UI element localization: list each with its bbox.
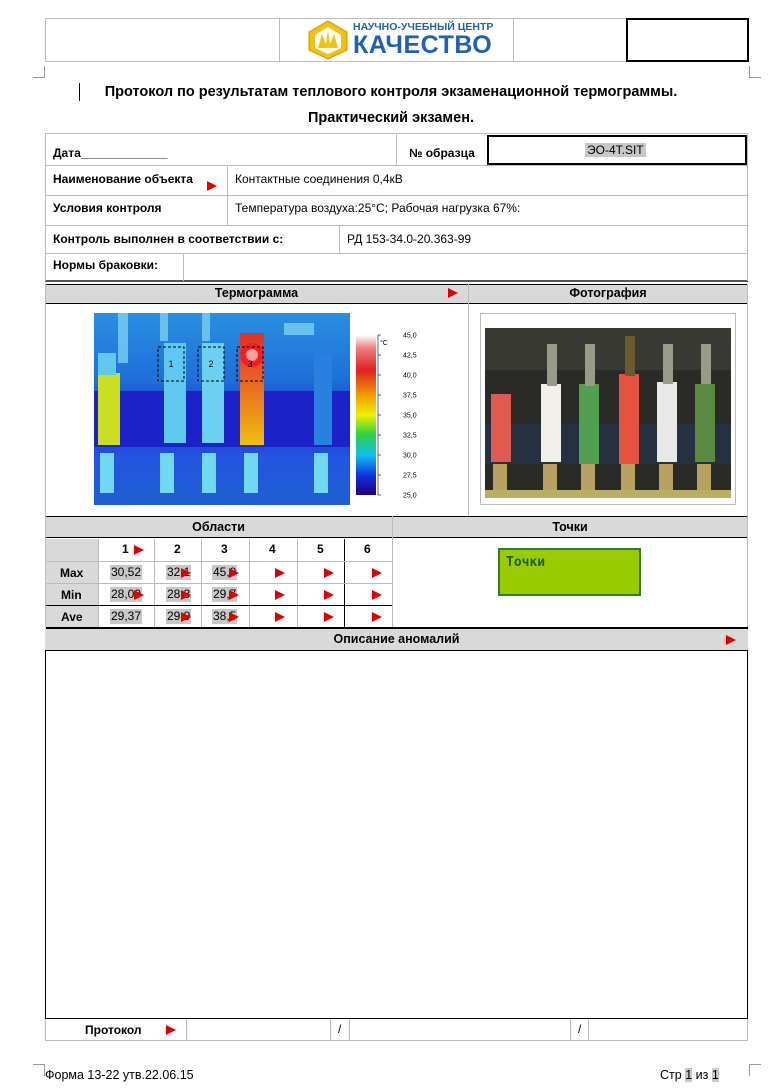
row-label-ave: Ave <box>61 610 83 624</box>
norms-label: Нормы браковки: <box>53 258 158 272</box>
scale-unit: °C <box>380 340 388 347</box>
photo-header: Фотография <box>468 284 748 304</box>
scale-tick-label: 30,0 <box>403 452 417 460</box>
conditions-label: Условия контроля <box>53 201 162 215</box>
conditions-value[interactable]: Температура воздуха:25°C; Рабочая нагрузка 67%: <box>235 201 521 215</box>
logo-line2: КАЧЕСТВО <box>353 31 493 59</box>
min-2: 28,3 <box>167 587 191 601</box>
col-2: 2 <box>174 542 181 556</box>
ave-2: 29,9 <box>167 609 191 623</box>
row-label-min: Min <box>61 588 82 602</box>
min-3: 29,7 <box>213 587 237 601</box>
protocol-label: Протокол <box>85 1023 142 1037</box>
header-blank-box <box>626 18 749 62</box>
row-label-max: Max <box>60 566 84 580</box>
anomalies-header: Описание аномалий <box>45 629 748 651</box>
col-4: 4 <box>269 542 276 556</box>
date-label: Дата_____________ <box>53 146 168 160</box>
page-counter: Стр 1 из 1 <box>660 1068 719 1082</box>
logo-line1: НАУЧНО-УЧЕБНЫЙ ЦЕНТР <box>353 21 494 33</box>
protocol-sep-2: / <box>578 1022 582 1036</box>
scale-tick-label: 32,5 <box>403 432 417 440</box>
col-3: 3 <box>221 542 228 556</box>
sample-field[interactable] <box>487 135 747 165</box>
scale-tick-label: 42,5 <box>403 352 417 360</box>
points-box-label: Точки <box>506 555 546 570</box>
points-box[interactable] <box>498 548 641 596</box>
col-1: 1 <box>122 542 129 556</box>
scale-tick-label: 45,0 <box>403 332 417 340</box>
sample-value: ЭО-4T.SIT <box>587 143 644 157</box>
scale-tick-label: 35,0 <box>403 412 417 420</box>
photo-image <box>480 313 736 505</box>
thermogram-header: Термограмма <box>45 284 468 304</box>
points-header: Точки <box>392 516 748 538</box>
col-5: 5 <box>317 542 324 556</box>
max-2: 32,1 <box>167 565 191 579</box>
min-1: 28,09 <box>111 587 142 601</box>
object-label: Наименование объекта <box>53 172 193 186</box>
form-number: Форма 13-22 утв.22.06.15 <box>45 1068 194 1082</box>
thermogram-image <box>94 313 420 505</box>
max-1: 30,52 <box>111 565 142 579</box>
scale-tick-label: 37,5 <box>403 392 417 400</box>
object-value[interactable]: Контактные соединения 0,4кВ <box>235 172 403 186</box>
ave-3: 38,5 <box>213 609 237 623</box>
sample-label: № образца <box>409 146 475 160</box>
region-label-2: 2 <box>208 359 214 369</box>
document-title: Протокол по результатам теплового контроля экзаменационной термограммы. <box>104 84 678 100</box>
protocol-sep-1: / <box>338 1022 342 1036</box>
max-3: 45,9 <box>213 565 237 579</box>
scale-tick-label: 27,5 <box>403 472 417 480</box>
ave-1: 29,37 <box>111 609 142 623</box>
col-6: 6 <box>364 542 371 556</box>
scale-tick-label: 25,0 <box>403 492 417 500</box>
document-subtitle: Практический экзамен. <box>307 110 474 126</box>
scale-tick-label: 40,0 <box>403 372 417 380</box>
standard-label: Контроль выполнен в соответствии с: <box>53 232 284 246</box>
region-label-1: 1 <box>168 359 174 369</box>
logo <box>307 20 494 60</box>
standard-value[interactable]: РД 153-34.0-20.363-99 <box>347 232 472 246</box>
areas-header: Области <box>45 516 392 538</box>
logo-emblem-icon <box>307 20 349 60</box>
region-label-3: 3 <box>247 359 253 369</box>
anomalies-textarea[interactable] <box>45 651 748 1019</box>
